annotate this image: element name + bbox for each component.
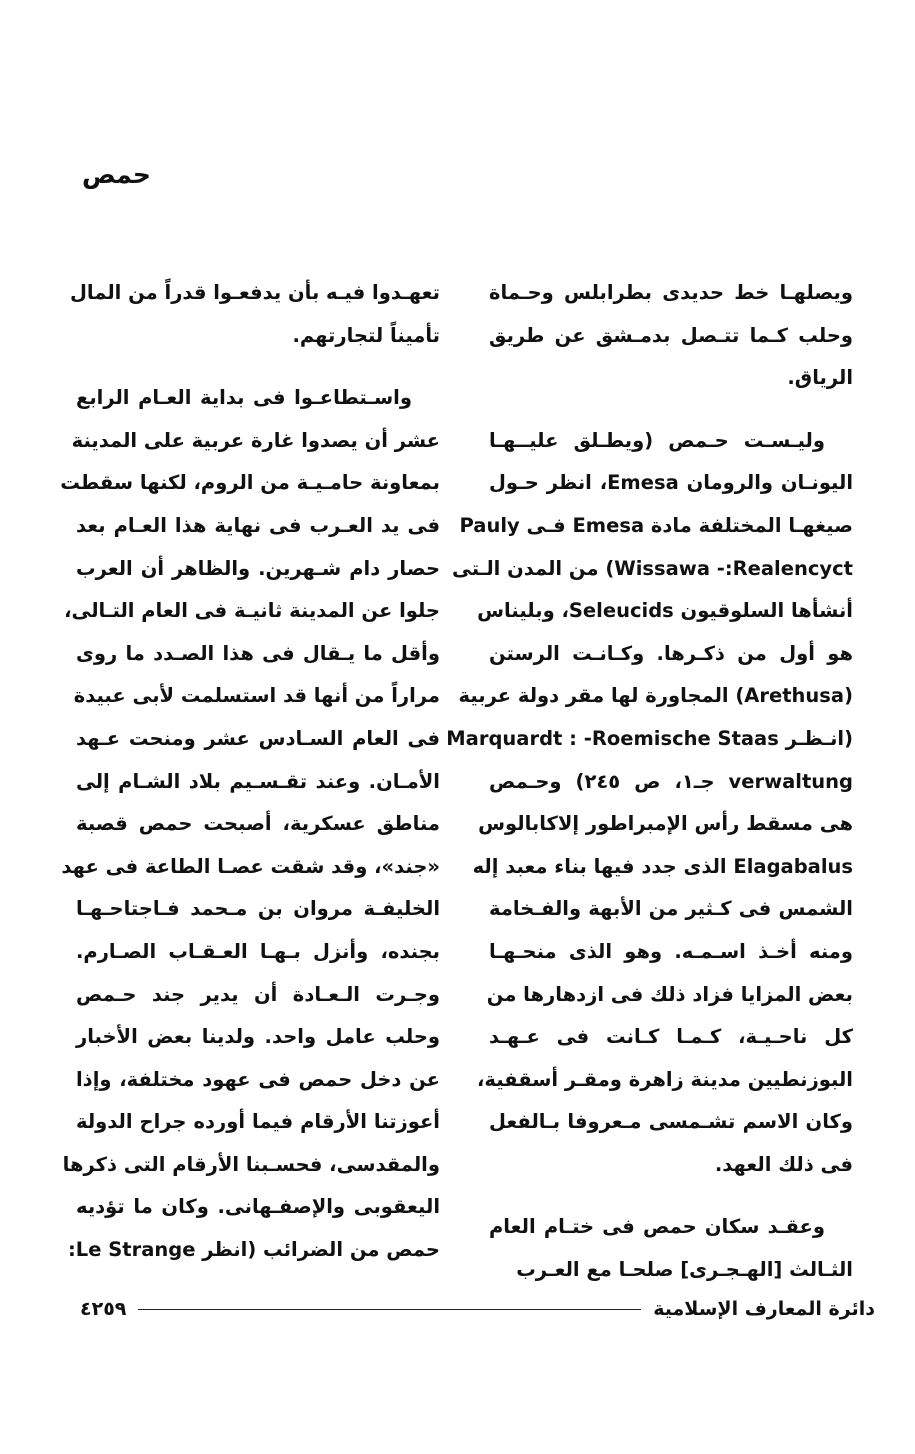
text-line: اليونـان والرومان Emesa، انظر حـول [489,471,854,495]
text-line: ويصلهـا خط حديدى بطرابلس وحـماة [489,281,853,304]
text-line: وحلب كـما تتـصل بدمـشق عن طريق [489,323,853,347]
page-footer [80,1294,875,1324]
text-line: جلوا عن المدينة ثانيـة فى العام التـالى، [64,599,440,623]
text-line: البوزنطيين مدينة زاهرة ومقـر أسقفية، [476,1067,853,1091]
text-line: وحلب عامل واحد. ولدينا بعض الأخبار [76,1025,440,1049]
text-line: الخليفـة مروان بن مـحمد فـاجتاحـهـا [76,897,440,921]
text-line: الشمس فى كـثير من الأبهة والفـخامة [489,897,853,921]
text-line: verwaltung جـ١، ص ٢٤٥) وحـمص [489,769,854,793]
text-line: Elagabalus الذى جدد فيها بناء معبد إله [472,854,853,878]
text-line: واسـتطاعـوا فى بداية العـام الرابع [76,386,412,410]
text-line: مراراً من أنها قد استسلمت لأبى عبيدة [73,684,440,708]
text-line: تعهـدوا فيـه بأن يدفعـوا قدراً من المال [70,281,440,304]
text-line: «جند»، وقد شقت عصـا الطاعة فى عهد [61,854,440,878]
running-header: حمص [82,160,151,189]
text-line: حمص من الضرائب (انظر Le Strange: [67,1238,440,1262]
paragraph-gap [489,1186,853,1206]
paragraph-gap [489,400,853,420]
text-line: عن دخل حمص فى عهود مختلفة، وإذا [76,1067,440,1091]
footer-rule [138,1309,641,1310]
text-line: مناطق عسكرية، أصبحت حمص قصبة [76,812,440,836]
text-line: وكان الاسم تشـمسى مـعروفا بـالفعل [489,1110,853,1134]
text-line: بعض المزايا فزاد ذلك فى ازدهارها من [486,982,853,1006]
text-line: فى العام السـادس عشر ومنحت عـهد [76,726,440,750]
text-line: وليـسـت حـمص (ويطـلق عليــهـا [489,428,825,452]
text-line: ومنه أخـذ اسـمـه. وهو الذى منحـهـا [489,939,853,963]
text-line: وأقل ما يـقال فى هذا الصـدد ما روى [76,641,440,665]
text-line: Wissawa -:Realencyct) من المدن الـتى [451,556,853,580]
text-line: عشر أن يصدوا غارة عربية على المدينة [71,428,440,452]
right-column [446,272,854,1292]
text-line: وعقـد سكان حمص فى ختـام العام [489,1215,825,1239]
text-line: (انـظـر Marquardt : -Roemische Staas [446,726,853,750]
publication-title: دائرة المعارف الإسلامية [653,1298,875,1320]
text-line: اليعقوبى والإصفـهانى. وكان ما تؤديه [76,1195,440,1219]
text-line: هى مسقط رأس الإمبراطور إلاكابالوس [478,812,853,836]
text-line: صيغهـا المختلفة مادة Emesa فـى Pauly [459,513,853,537]
text-line: الثـالث [الهـجـرى] صلحـا مع العـرب [516,1258,853,1282]
text-line: بمعاونة حامـيـة من الروم، لكنها سقطت [60,471,440,495]
text-line: تأميناً لتجارتهم. [292,323,440,347]
text-line: الرياق. [787,366,853,390]
text-line: كل ناحـيـة، كـمـا كـانت فى عـهـد [489,1025,853,1049]
text-line: حصار دام شـهرين. والظاهر أن العرب [76,556,440,580]
paragraph-gap [76,357,440,377]
left-column [60,272,440,1272]
text-line: الأمـان. وعند تقـسـيم بلاد الشـام إلى [76,769,440,793]
text-line: فى يد العـرب فى نهاية هذا العـام بعد [76,513,440,537]
text-line: بجنده، وأنزل بـهـا العـقـاب الصـارم. [76,939,440,963]
text-line: فى ذلك العهد. [714,1152,853,1176]
text-line: (Arethusa) المجاورة لها مقر دولة عربية [458,684,853,708]
text-line: هو أول من ذكـرها. وكـانـت الرستن [489,641,853,665]
page-number: ٤٢٥٩ [80,1298,127,1320]
text-line: وجـرت الـعـادة أن يدير جند حـمص [76,982,440,1006]
text-line: أعوزتنا الأرقام فيما أورده جراح الدولة [76,1110,440,1134]
text-line: والمقدسى، فحسـبنا الأرقام التى ذكرها [62,1152,440,1176]
text-line: أنشأها السلوقيون Seleucids، وبليناس [477,599,853,623]
